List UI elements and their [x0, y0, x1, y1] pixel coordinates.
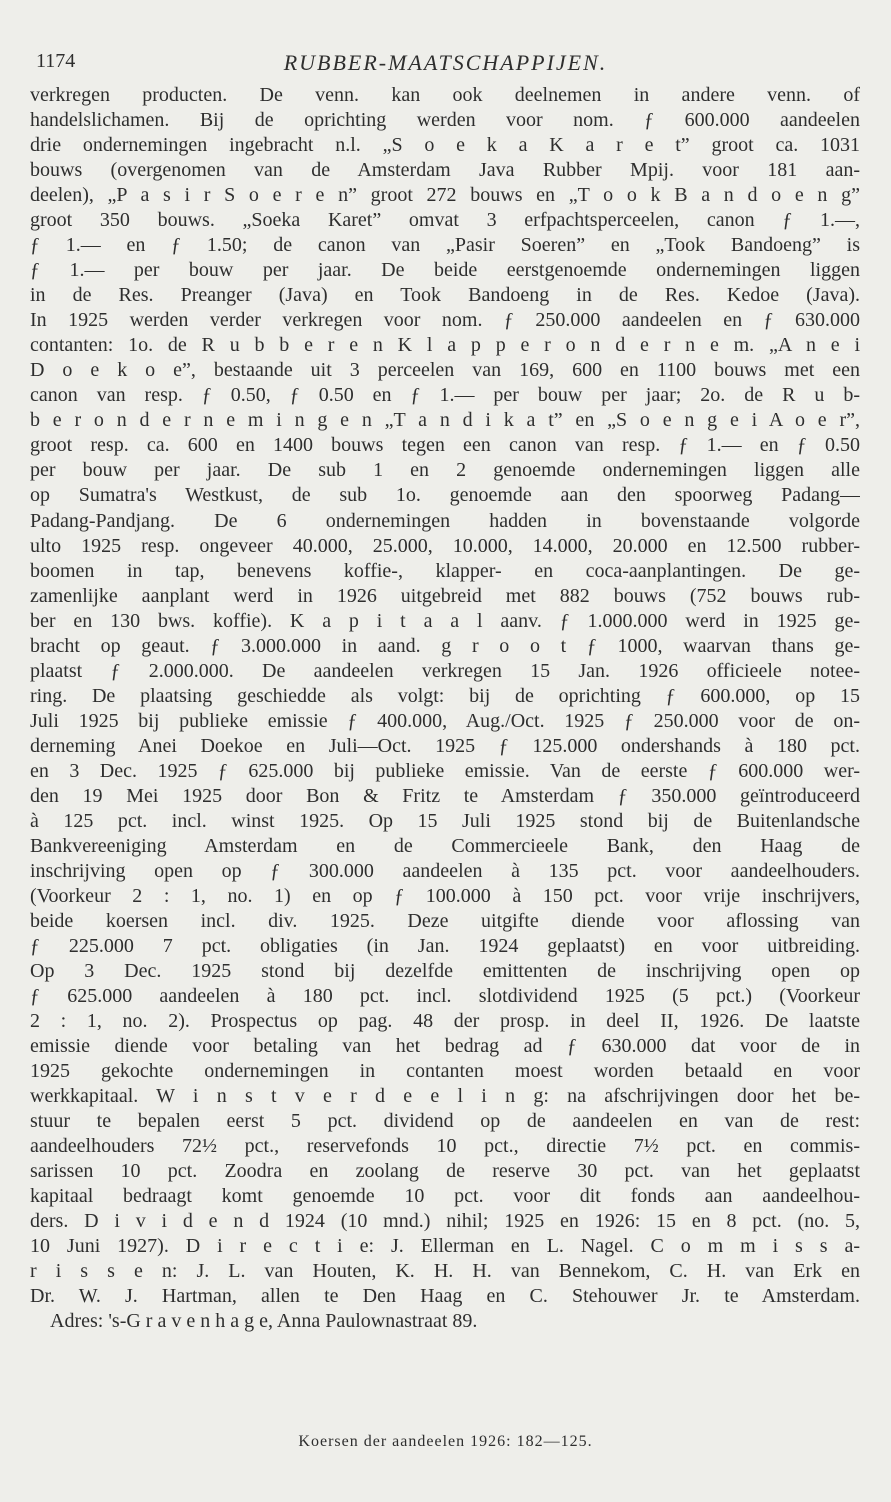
text-line: ƒ 1.— en ƒ 1.50; de canon van „Pasir Soeren” en „Took Bandoeng” is — [30, 234, 860, 257]
text-line: canon van resp. ƒ 0.50, ƒ 0.50 en ƒ 1.— per bouw per jaar; 2o. de R u b- — [30, 384, 860, 407]
text-line: in de Res. Preanger (Java) en Took Bandoeng in de Res. Kedoe (Java). — [30, 284, 860, 307]
text-line: per bouw per jaar. De sub 1 en 2 genoemde ondernemingen liggen alle — [30, 459, 860, 482]
text-line: verkregen producten. De venn. kan ook deelnemen in andere venn. of — [30, 84, 860, 106]
text-line: derneming Anei Doekoe en Juli—Oct. 1925 ƒ 125.000 ondershands à 180 pct. — [30, 734, 860, 757]
text-line: Op 3 Dec. 1925 stond bij dezelfde emittenten de inschrijving open op — [30, 960, 860, 983]
text-line: contanten: 1o. de R u b b e r e n K l a p p e r o n d e r n e m. „A n e i — [30, 334, 860, 357]
text-line: Dr. W. J. Hartman, allen te Den Haag en C. Stehouwer Jr. te Amsterdam. — [30, 1285, 860, 1308]
text-line: Adres: 's-G r a v e n h a g e, Anna Paulownastraat 89. — [50, 1310, 478, 1333]
text-line: 2 : 1, no. 2). Prospectus op pag. 48 der prosp. in deel II, 1926. De laatste — [30, 1010, 860, 1033]
text-line: deelen), „P a s i r S o e r e n” groot 272 bouws en „T o o k B a n d o e n g” — [30, 184, 860, 207]
text-line: beide koersen incl. div. 1925. Deze uitgifte diende voor aflossing van — [30, 909, 860, 932]
text-line: Juli 1925 bij publieke emissie ƒ 400.000, Aug./Oct. 1925 ƒ 250.000 voor de on- — [30, 709, 860, 732]
text-line: drie ondernemingen ingebracht n.l. „S o e k a K a r e t” groot ca. 1031 — [30, 134, 860, 157]
text-line: sarissen 10 pct. Zoodra en zoolang de reserve 30 pct. van het geplaatst — [30, 1160, 860, 1183]
text-line: ƒ 225.000 7 pct. obligaties (in Jan. 1924 geplaatst) en voor uitbreiding. — [30, 935, 860, 958]
text-line: (Voorkeur 2 : 1, no. 1) en op ƒ 100.000 à 150 pct. voor vrije inschrijvers, — [30, 884, 860, 907]
text-line: à 125 pct. incl. winst 1925. Op 15 Juli 1925 stond bij de Buitenlandsche — [30, 809, 860, 832]
running-title: RUBBER-MAATSCHAPPIJEN. — [283, 50, 608, 75]
text-line: ƒ 625.000 aandeelen à 180 pct. incl. slotdividend 1925 (5 pct.) (Voorkeur — [30, 985, 860, 1008]
text-line: Padang-Pandjang. De 6 ondernemingen hadden in bovenstaande volgorde — [30, 509, 860, 532]
text-line: werkkapitaal. W i n s t v e r d e e l i n g: na afschrijvingen door het be- — [30, 1085, 860, 1108]
text-line: ders. D i v i d e n d 1924 (10 mnd.) nihil; 1925 en 1926: 15 en 8 pct. (no. 5, — [30, 1210, 860, 1233]
text-line: stuur te bepalen eerst 5 pct. dividend op de aandeelen en van de rest: — [30, 1110, 860, 1133]
text-line: D o e k o e”, bestaande uit 3 perceelen van 169, 600 en 1100 bouws met een — [30, 359, 860, 382]
text-line: groot resp. ca. 600 en 1400 bouws tegen een canon van resp. ƒ 1.— en ƒ 0.50 — [30, 434, 860, 457]
text-line: 10 Juni 1927). D i r e c t i e: J. Ellerman en L. Nagel. C o m m i s s a- — [30, 1235, 860, 1258]
text-line: b e r o n d e r n e m i n g e n „T a n d i k a t” en „S o e n g e i A o e r”, — [30, 409, 860, 432]
text-line: groot 350 bouws. „Soeka Karet” omvat 3 erfpachtsperceelen, canon ƒ 1.—, — [30, 209, 860, 232]
text-line: bouws (overgenomen van de Amsterdam Java Rubber Mpij. voor 181 aan- — [30, 159, 860, 182]
text-line: zamenlijke aanplant werd in 1926 uitgebreid met 882 bouws (752 bouws rub- — [30, 584, 860, 607]
share-prices-footnote: Koersen der aandeelen 1926: 182—125. — [298, 1433, 593, 1450]
text-line: ulto 1925 resp. ongeveer 40.000, 25.000, 10.000, 14.000, 20.000 en 12.500 rubber- — [30, 534, 860, 557]
text-line: boomen in tap, benevens koffie-, klapper- en coca-aanplantingen. De ge- — [30, 559, 860, 582]
text-line: emissie diende voor betaling van het bedrag ad ƒ 630.000 dat voor de in — [30, 1035, 860, 1058]
text-line: r i s s e n: J. L. van Houten, K. H. H. van Bennekom, C. H. van Erk en — [30, 1260, 860, 1283]
text-line: handelslichamen. Bij de oprichting werden voor nom. ƒ 600.000 aandeelen — [30, 109, 860, 132]
page-header — [26, 50, 865, 80]
page-number: 1174 — [36, 50, 76, 72]
text-line: Bankvereeniging Amsterdam en de Commercieele Bank, den Haag de — [30, 834, 860, 857]
text-line: 1925 gekochte ondernemingen in contanten moest worden betaald en voor — [30, 1060, 860, 1083]
text-line: op Sumatra's Westkust, de sub 1o. genoemde aan den spoorweg Padang— — [30, 484, 860, 507]
text-line: bracht op geaut. ƒ 3.000.000 in aand. g r o o t ƒ 1000, waarvan thans ge- — [30, 634, 860, 657]
text-line: In 1925 werden verder verkregen voor nom. ƒ 250.000 aandeelen en ƒ 630.000 — [30, 309, 860, 332]
text-line: kapitaal bedraagt komt genoemde 10 pct. voor dit fonds aan aandeelhou- — [30, 1185, 860, 1208]
text-line: ring. De plaatsing geschiedde als volgt: bij de oprichting ƒ 600.000, op 15 — [30, 684, 860, 707]
text-line: ber en 130 bws. koffie). K a p i t a a l aanv. ƒ 1.000.000 werd in 1925 ge- — [30, 609, 860, 632]
text-line: en 3 Dec. 1925 ƒ 625.000 bij publieke emissie. Van de eerste ƒ 600.000 wer- — [30, 759, 860, 782]
text-line: plaatst ƒ 2.000.000. De aandeelen verkregen 15 Jan. 1926 officieele notee- — [30, 659, 860, 682]
text-line: aandeelhouders 72½ pct., reservefonds 10 pct., directie 7½ pct. en commis- — [30, 1135, 860, 1158]
text-line: den 19 Mei 1925 door Bon & Fritz te Amsterdam ƒ 350.000 geïntroduceerd — [30, 784, 860, 807]
text-line: ƒ 1.— per bouw per jaar. De beide eerstgenoemde ondernemingen liggen — [30, 259, 860, 282]
text-line: inschrijving open op ƒ 300.000 aandeelen à 135 pct. voor aandeelhouders. — [30, 859, 860, 882]
